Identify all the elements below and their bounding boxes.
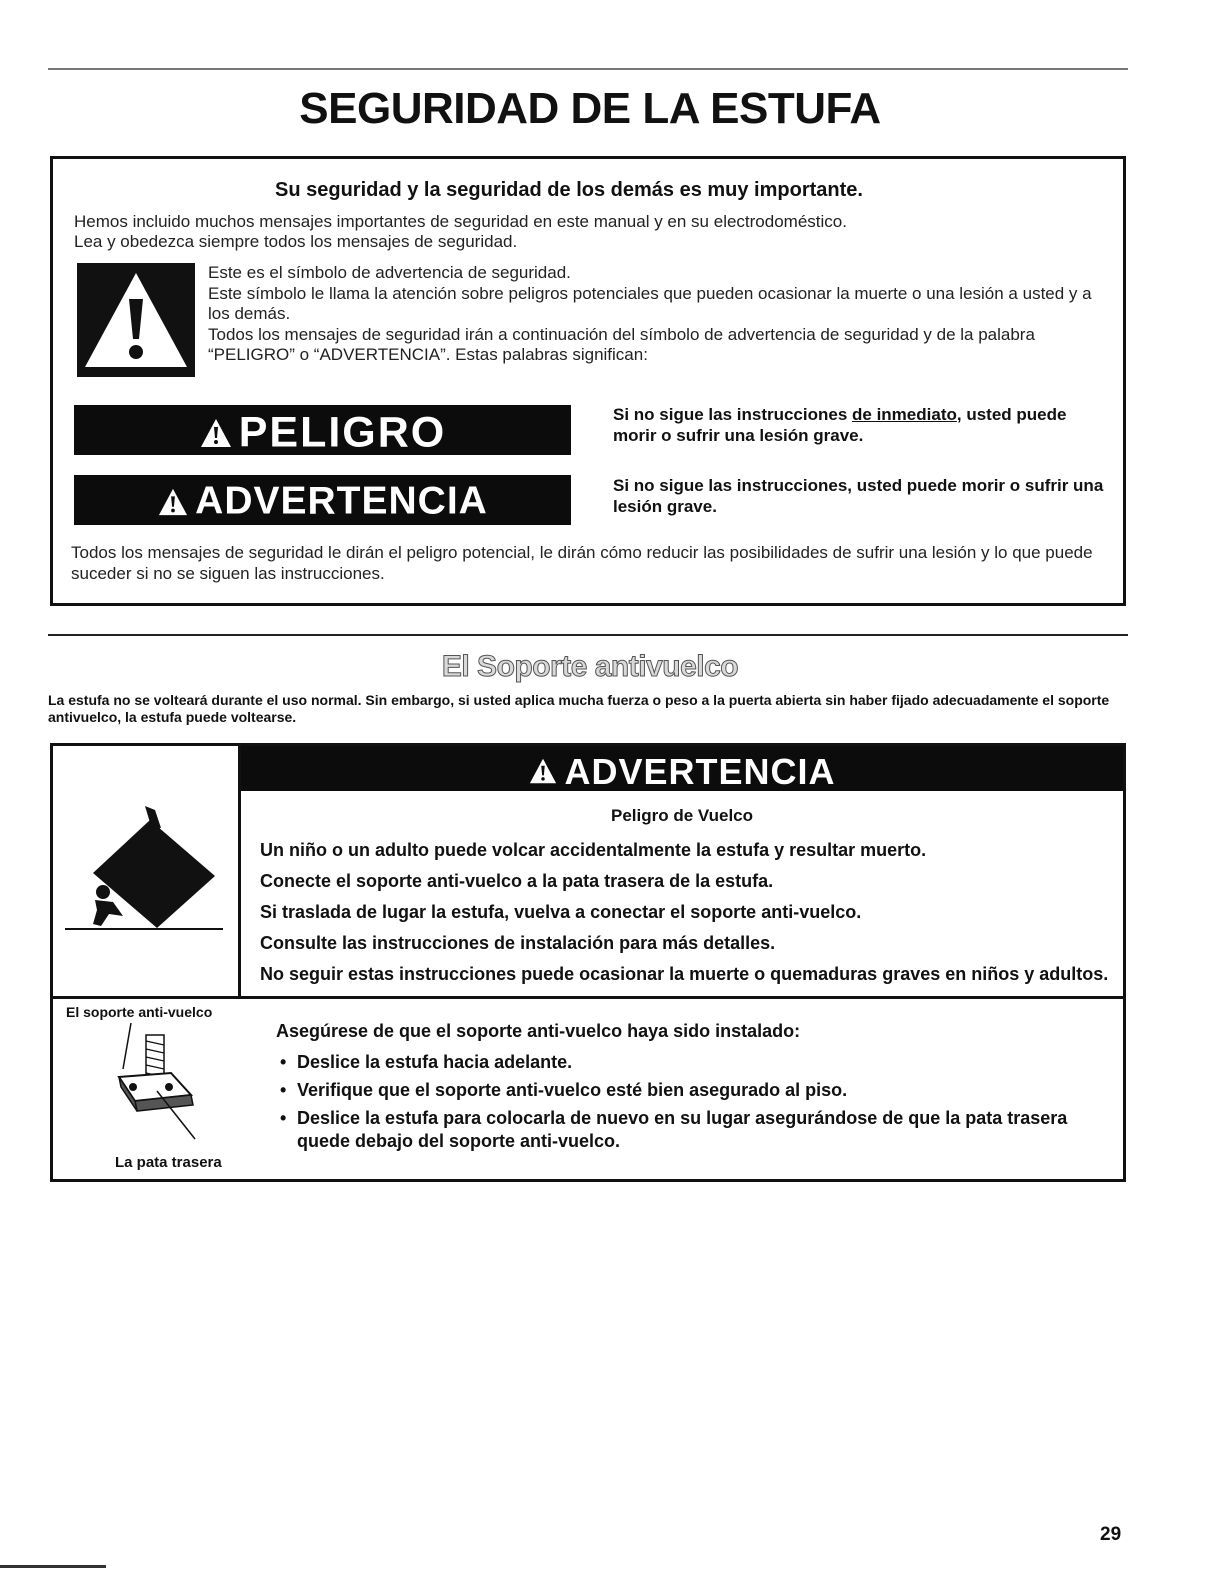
hazard-line: No seguir estas instrucciones puede ocasionar la muerte o quemaduras graves en niños y adultos. <box>260 964 1109 984</box>
bullet: • <box>280 1108 287 1128</box>
bullet: • <box>280 1080 287 1100</box>
section-intro: La estufa no se volteará durante el uso normal. Sin embargo, si usted aplica mucha fuerza o peso a la puerta abierta sin haber fijado adecuadamente el soporte antivuelco, la estufa puede voltearse. <box>48 692 1110 725</box>
bottom-rule <box>0 1565 106 1568</box>
range-tip-over-illustration <box>65 798 225 938</box>
anti-tip-warning-box <box>50 743 1126 1182</box>
danger-desc-text: Si no sigue las instrucciones <box>613 405 853 424</box>
warning-triangle-icon <box>157 487 189 517</box>
horizontal-divider <box>53 996 1123 999</box>
danger-description <box>613 404 1113 446</box>
symbol-text-line: Todos los mensajes de seguridad irán a continuación del símbolo de advertencia de seguridad y de la palabra “PELIGRO” o “ADVERTENCIA”. Estas palabras significan: <box>208 324 1035 364</box>
hazard-line: Un niño o un adulto puede volcar accidentalmente la estufa y resultar muerto. <box>260 840 927 860</box>
warning-triangle-icon <box>528 757 558 785</box>
warning-description: Si no sigue las instrucciones, usted puede morir o sufrir una lesión grave. <box>613 476 1104 516</box>
intro-line: Lea y obedezca siempre todos los mensajes de seguridad. <box>74 232 518 251</box>
hazard-title: Peligro de Vuelco <box>610 806 754 825</box>
install-title: Asegúrese de que el soporte anti-vuelco haya sido instalado: <box>276 1021 801 1041</box>
symbol-explanation <box>208 263 1108 366</box>
bracket-label: El soporte anti-vuelco <box>66 1004 213 1020</box>
hazard-line: Si traslada de lugar la estufa, vuelva a conectar el soporte anti-vuelco. <box>260 902 862 922</box>
symbol-text-line: Este símbolo le llama la atención sobre peligros potenciales que pueden ocasionar la muerte o una lesión a usted y a los demás. <box>208 283 1092 323</box>
hazard-lines <box>260 838 1110 993</box>
hazard-line: Consulte las instrucciones de instalación para más detalles. <box>260 933 776 953</box>
warning-triangle-icon <box>77 263 195 377</box>
anti-tip-bracket-illustration <box>109 1021 239 1153</box>
safety-message-box <box>50 156 1126 606</box>
danger-desc-emphasis: de inmediato <box>852 405 957 424</box>
install-step-text: Verifique que el soporte anti-vuelco esté bien asegurado al piso. <box>297 1080 848 1100</box>
warning-label: ADVERTENCIA <box>195 479 488 523</box>
safety-intro <box>74 212 847 252</box>
page-title: SEGURIDAD DE LA ESTUFA <box>299 84 881 133</box>
warning-signal-panel <box>74 475 571 525</box>
danger-signal-panel <box>74 405 571 455</box>
warning-triangle-icon <box>199 417 233 449</box>
install-step <box>278 1079 1108 1102</box>
rear-leg-label: La pata trasera <box>115 1154 222 1171</box>
intro-line: Hemos incluido muchos mensajes importantes de seguridad en este manual y en su electrodoméstico. <box>74 212 847 231</box>
top-rule <box>48 68 1128 70</box>
danger-desc-text: , usted puede morir o sufrir una lesión grave. <box>613 405 1067 445</box>
install-step-text: Deslice la estufa para colocarla de nuevo en su lugar asegurándose de que la pata trasera quede debajo del soporte anti-vuelco. <box>297 1108 1068 1151</box>
bullet: • <box>280 1052 287 1072</box>
install-step <box>278 1051 1108 1074</box>
install-steps <box>278 1051 1108 1158</box>
warning-banner <box>241 746 1123 791</box>
page-number: 29 <box>1100 1524 1122 1545</box>
warning-banner-label: ADVERTENCIA <box>564 750 836 792</box>
section-title: El Soporte antivuelco <box>441 650 739 683</box>
safety-headline: Su seguridad y la seguridad de los demás es muy importante. <box>275 179 863 201</box>
install-step-text: Deslice la estufa hacia adelante. <box>297 1052 573 1072</box>
danger-label: PELIGRO <box>238 408 447 457</box>
symbol-text-line: Este es el símbolo de advertencia de seguridad. <box>208 263 571 282</box>
install-step <box>278 1107 1108 1153</box>
safety-closing-text: Todos los mensajes de seguridad le dirán el peligro potencial, le dirán cómo reducir las posibilidades de sufrir una lesión y lo que puede suceder si no se siguen las instrucciones. <box>71 543 1093 583</box>
section-rule <box>48 634 1128 636</box>
hazard-line: Conecte el soporte anti-vuelco a la pata trasera de la estufa. <box>260 871 774 891</box>
